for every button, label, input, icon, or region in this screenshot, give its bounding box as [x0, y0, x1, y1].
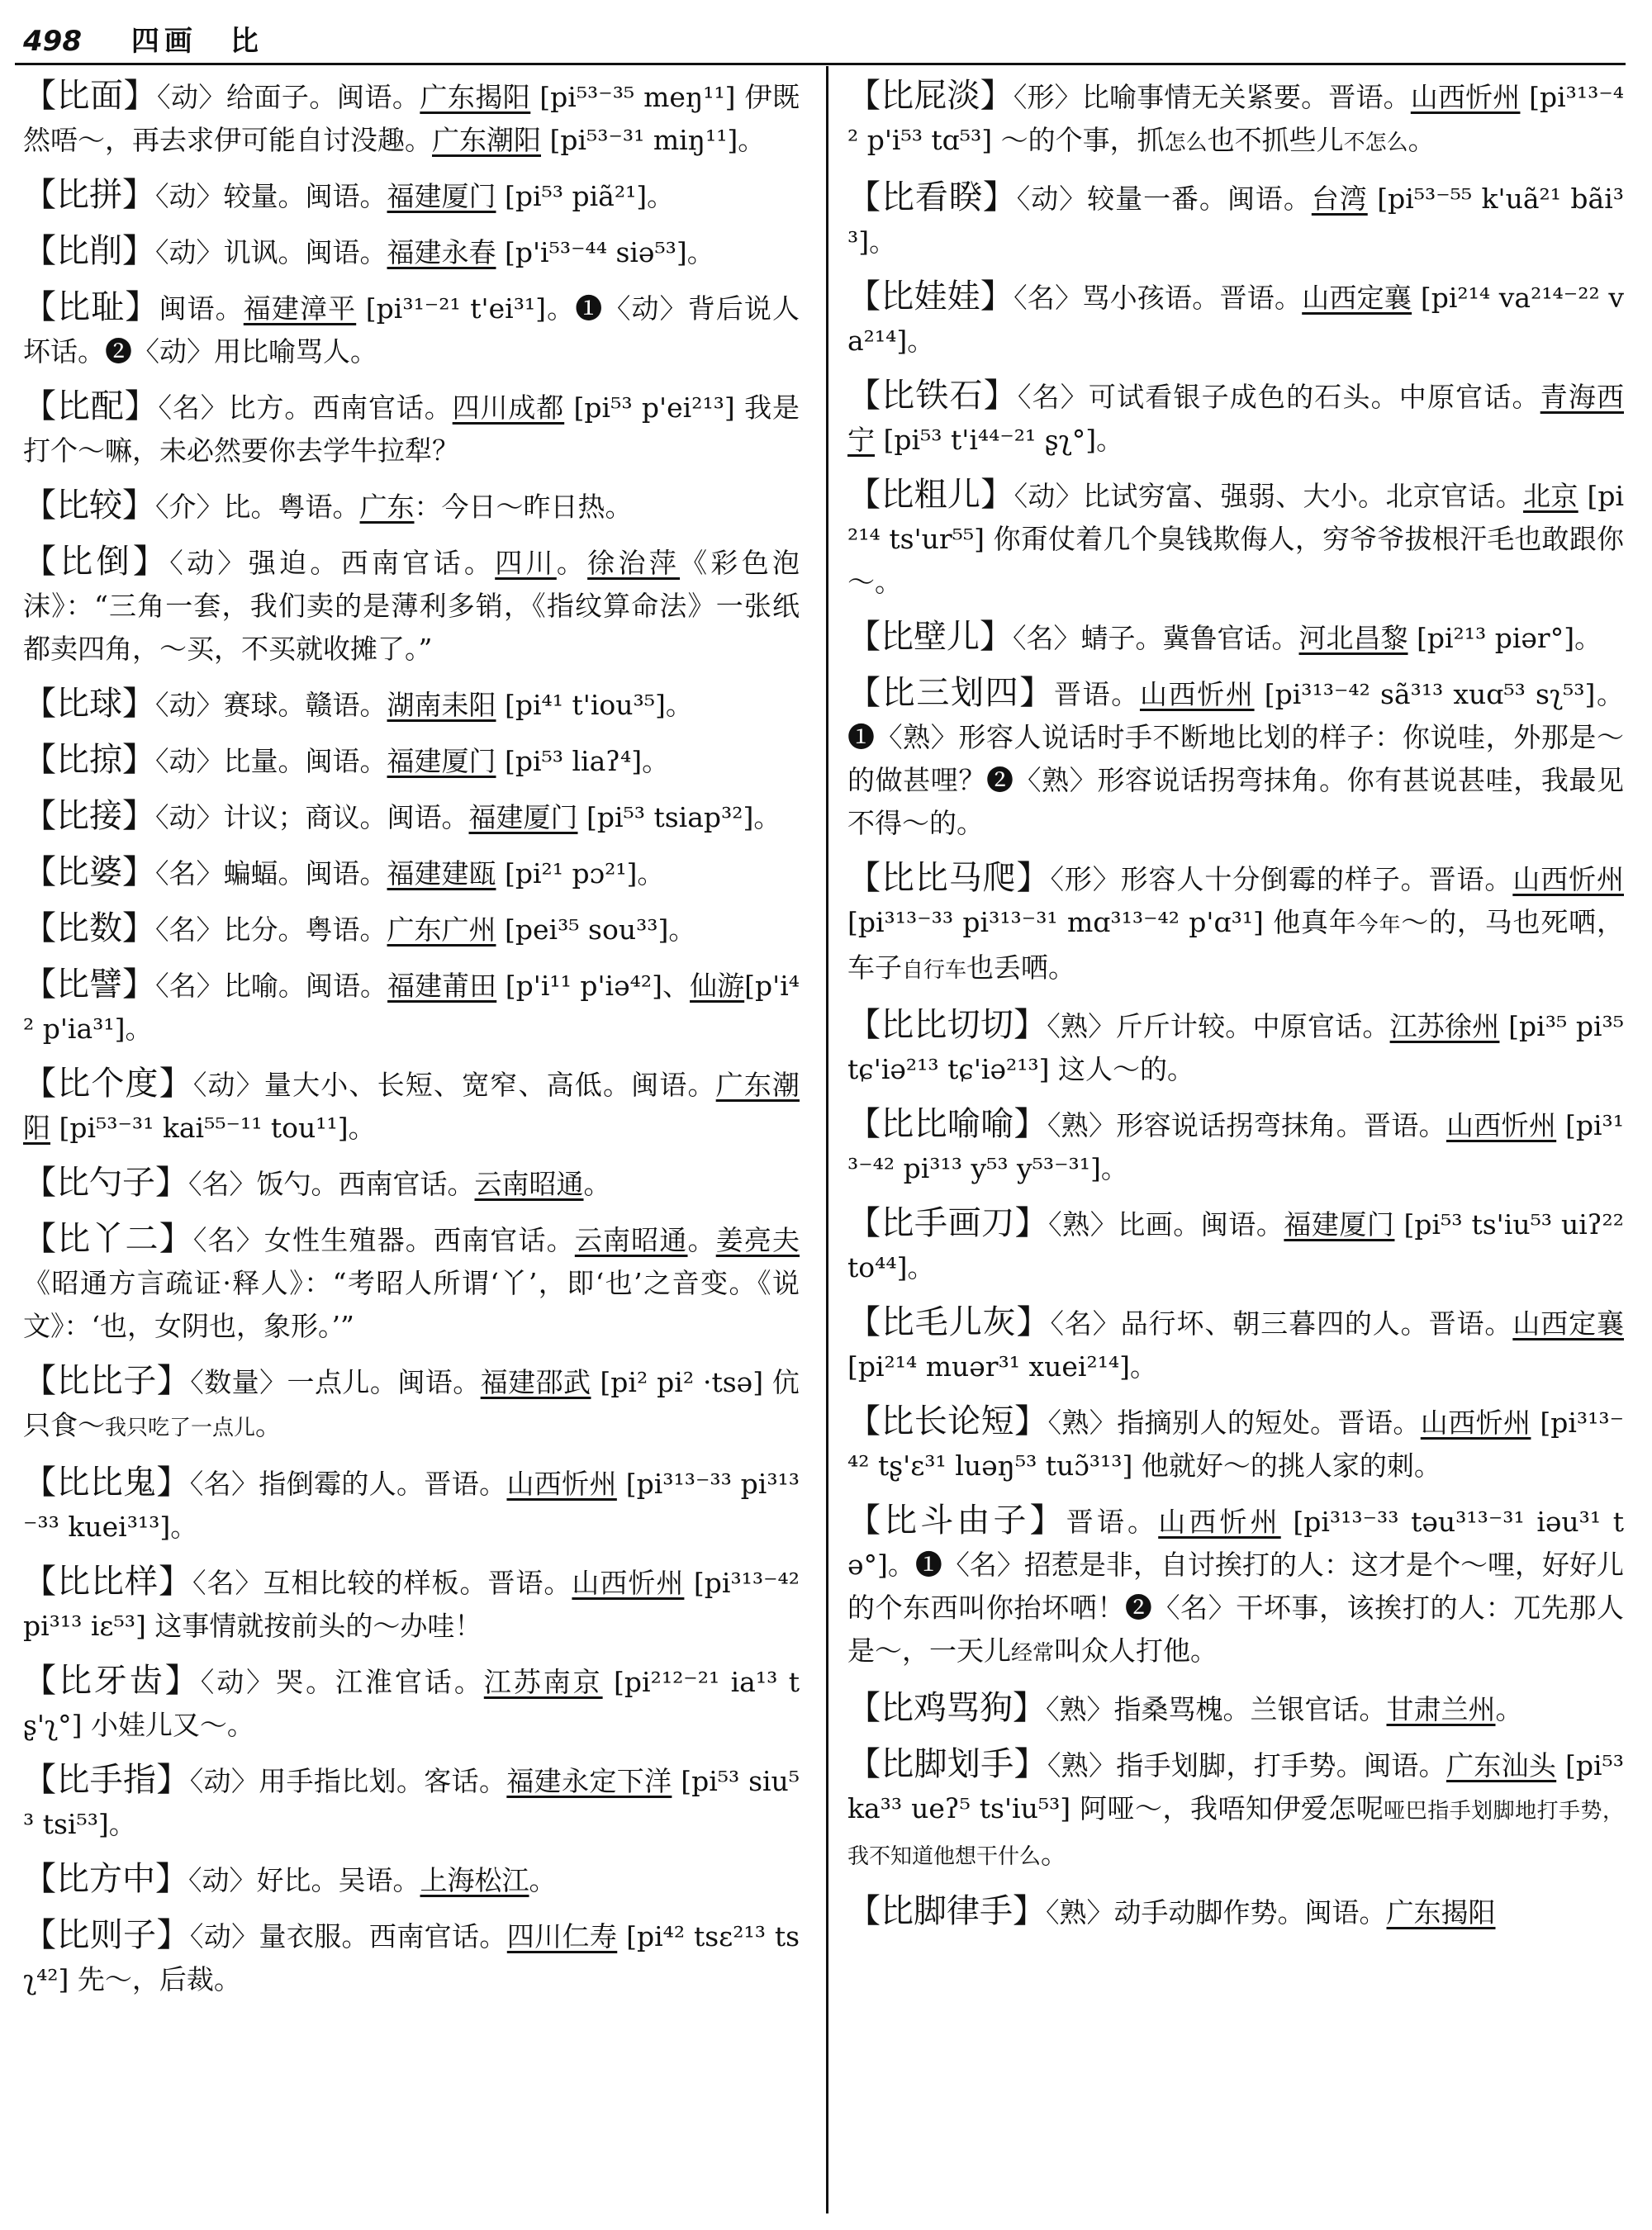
dictionary-entry [847, 374, 1624, 462]
entry-text: 〈动〉比试穷富、强弱、大小。北京官话。 [1014, 480, 1524, 512]
dictionary-entry [847, 671, 1624, 845]
entry-text: [pi² pi² ·tsə] 伉只食～ [23, 1366, 800, 1441]
entry-gloss: 我只吃了一点儿 [105, 1416, 256, 1440]
entry-headword: 【比娃娃】 [847, 278, 1014, 316]
dictionary-entry [847, 473, 1624, 604]
entry-text: [pi³¹³⁻³³ pi³¹³⁻³¹ mɑ³¹³⁻⁴² p'ɑ³¹] 他真年 [847, 906, 1357, 938]
entry-headword: 【比壁儿】 [847, 618, 1013, 656]
entry-place: 四川成都 [452, 391, 565, 424]
entry-headword: 【比较】 [23, 486, 155, 524]
entry-text: 〈名〉指倒霉的人。晋语。 [189, 1468, 507, 1500]
entry-headword: 【比毛儿灰】 [847, 1303, 1051, 1341]
dictionary-entry [23, 1858, 800, 1902]
entry-text: 〈动〉比量。闽语。 [155, 745, 387, 777]
entry-text: ：今日～昨日热。 [414, 491, 633, 523]
entry-text: [pi⁵³ siu⁵³ tsi⁵³]。 [23, 1765, 800, 1840]
entry-text: 也丢哂。 [966, 951, 1076, 984]
entry-text: 〈熟〉动手动脚作势。闽语。 [1046, 1896, 1387, 1929]
entry-text: [pi³¹³⁻³³ təu³¹³⁻³¹ iəu³¹ tə°]。❶〈名〉招惹是非，自讨挨打的人：这才是个～哩，好好儿的个东西叫你抬坏哂！❷〈名〉干坏事，该挨打的人：兀先那人是～，一天儿 [847, 1506, 1624, 1667]
entry-text: [pi²¹ pɔ²¹]。 [496, 857, 665, 890]
entry-gloss: 不怎么 [1343, 130, 1408, 155]
section-title: 四画 比 [131, 25, 263, 58]
entry-place: 台湾 [1311, 183, 1368, 215]
entry-place: 上海松江 [420, 1864, 529, 1896]
entry-headword: 【比方中】 [23, 1860, 188, 1898]
dictionary-entry [23, 851, 800, 895]
entry-headword: 【比长论短】 [847, 1402, 1048, 1440]
dictionary-entry [23, 484, 800, 529]
entry-text: 〈动〉量大小、长短、宽窄、高低。闽语。 [192, 1069, 716, 1101]
entry-headword: 【比手指】 [23, 1761, 190, 1799]
entry-text: 〈名〉骂小孩语。晋语。 [1014, 282, 1303, 314]
entry-place: 山西定襄 [1302, 282, 1412, 314]
entry-headword: 【比倒】 [23, 543, 170, 581]
entry-place: 江苏南京 [483, 1666, 603, 1698]
entry-place: 四川 [495, 547, 557, 579]
entry-headword: 【比面】 [23, 77, 157, 115]
entry-headword: 【比比鬼】 [23, 1464, 190, 1502]
entry-headword: 【比屁淡】 [847, 77, 1014, 115]
entry-place: 福建漳平 [243, 292, 357, 325]
entry-headword: 【比铁石】 [847, 377, 1018, 415]
dictionary-entry [23, 682, 800, 727]
entry-place: 山西忻州 [1139, 678, 1255, 710]
entry-text: [pei³⁵ sou³³]。 [496, 913, 696, 946]
dictionary-entry [23, 1758, 800, 1846]
dictionary-entry [23, 286, 800, 373]
entry-text: [pi⁵³ tsiap³²]。 [577, 801, 781, 833]
entry-text: [p'i¹¹ p'iə⁴²]、 [496, 970, 691, 1002]
entry-text: [pi²¹²⁻²¹ ia¹³ tʂ'ʅ°] 小娃儿又～。 [23, 1666, 800, 1741]
entry-headword: 【比则子】 [23, 1916, 190, 1954]
entry-text: 。 [583, 1168, 611, 1200]
entry-headword: 【比勺子】 [23, 1164, 188, 1202]
entry-text: [pi²¹⁴ va²¹⁴⁻²² va²¹⁴]。 [847, 282, 1624, 357]
dictionary-entry [847, 176, 1624, 263]
entry-place: 河北昌黎 [1298, 622, 1408, 654]
dictionary-entry [23, 385, 800, 472]
entry-text: [pi⁵³ ka³³ ueʔ⁵ ts'iu⁵³] 阿哑～，我唔知伊爱怎呢 [847, 1749, 1624, 1824]
entry-text: [pi⁵³⁻³¹ miŋ¹¹]。 [541, 124, 766, 156]
entry-headword: 【比牙齿】 [23, 1662, 201, 1700]
entry-headword: 【比掠】 [23, 741, 155, 779]
entry-text: 〈动〉好比。吴语。 [188, 1864, 420, 1896]
entry-text: 《昭通方言疏证·释人》：“考昭人所谓‘丫’，即‘也’之音变。《说文》：‘也，女阴也，象形。’” [23, 1267, 800, 1342]
entry-text: [pi³¹³⁻⁴² tʂ'ɛ³¹ luəŋ⁵³ tuɔ̃³¹³] 他就好～的挑人家的刺。 [847, 1407, 1624, 1482]
entry-text: 。 [1408, 124, 1436, 156]
entry-headword: 【比耻】 [23, 288, 159, 326]
entry-text: [pi³¹³⁻³³ pi³¹³⁻³³ kuei³¹³]。 [23, 1468, 800, 1543]
entry-text: 晋语。 [1066, 1506, 1159, 1538]
dictionary-entry [23, 230, 800, 274]
entry-text: 〈数量〉一点儿。闽语。 [190, 1366, 481, 1398]
entry-text: [pi⁵³⁻³⁵ meŋ¹¹] 伊既然唔～，再去求伊可能自讨没趣。 [23, 81, 800, 156]
entry-text: [pi³¹³⁻⁴² p'i⁵³ tɑ⁵³] ～的个事，抓 [847, 81, 1624, 156]
entry-text: 〈名〉品行坏、朝三暮四的人。晋语。 [1050, 1307, 1513, 1340]
entry-text: [pi⁵³⁻⁵⁵ k'uã²¹ bãi³³]。 [847, 183, 1624, 258]
entry-place: 江苏徐州 [1389, 1010, 1500, 1042]
entry-headword: 【比婆】 [23, 853, 155, 891]
entry-place: 湖南耒阳 [387, 689, 496, 721]
dictionary-entry [23, 1461, 800, 1549]
dictionary-entry [23, 738, 800, 783]
entry-text: 〈动〉量衣服。西南官话。 [189, 1920, 507, 1952]
entry-place: 姜亮夫 [715, 1224, 800, 1256]
entry-place: 山西忻州 [1512, 863, 1624, 895]
entry-gloss: 哑巴指手划脚地打手势，我不知道他想干什么 [847, 1799, 1624, 1869]
entry-text: 〈熟〉比画。闽语。 [1048, 1208, 1284, 1241]
left-column [23, 74, 800, 2218]
entry-place: 广东揭阳 [420, 81, 531, 113]
entry-text: [pi³¹⁻²¹ t'ei³¹]。❶〈动〉背后说人坏话。❷〈动〉用比喻骂人。 [23, 292, 800, 368]
entry-gloss: 经常 [1011, 1641, 1055, 1666]
column-divider [826, 66, 828, 2213]
dictionary-entry [23, 1659, 800, 1747]
entry-text: [pi²¹⁴ muər³¹ xuei²¹⁴]。 [847, 1350, 1158, 1383]
entry-headword: 【比比喻喻】 [847, 1105, 1047, 1143]
dictionary-entry [847, 1103, 1624, 1190]
entry-place: 福建厦门 [468, 801, 578, 833]
entry-text: 晋语。 [1053, 678, 1140, 710]
dictionary-entry [847, 856, 1624, 992]
entry-text: 〈熟〉斤斤计较。中原官话。 [1047, 1010, 1390, 1042]
entry-place: 山西忻州 [572, 1567, 685, 1599]
entry-headword: 【比接】 [23, 797, 155, 835]
entry-headword: 【比数】 [23, 909, 155, 947]
dictionary-entry [23, 540, 800, 671]
dictionary-entry [23, 1914, 800, 2001]
dictionary-entry [847, 1499, 1624, 1675]
dictionary-entry [847, 74, 1624, 164]
entry-text: 也不抓些儿 [1207, 124, 1344, 156]
entry-headword: 【比比马爬】 [847, 859, 1051, 897]
dictionary-entry [23, 1359, 800, 1450]
entry-place: 福建永定下洋 [506, 1765, 672, 1797]
entry-place: 仙游 [690, 970, 745, 1002]
entry-place: 广东 [359, 491, 415, 523]
entry-text: 〈熟〉形容说话拐弯抹角。晋语。 [1047, 1109, 1446, 1141]
entry-text: [pi²¹³ piər°]。 [1408, 622, 1602, 654]
entry-text: 〈名〉饭勺。西南官话。 [188, 1168, 475, 1200]
entry-headword: 【比球】 [23, 685, 155, 723]
entry-text: 〈名〉蝙蝠。闽语。 [155, 857, 387, 890]
entry-text: 〈熟〉指摘别人的短处。晋语。 [1047, 1407, 1421, 1439]
entry-place: 福建厦门 [387, 180, 496, 212]
entry-text: [pi³⁵ pi³⁵ tɕ'iə²¹³ tɕ'iə²¹³] 这人～的。 [847, 1010, 1624, 1085]
entry-headword: 【比比切切】 [847, 1006, 1047, 1044]
entry-headword: 【比个度】 [23, 1065, 193, 1103]
entry-place: 福建永春 [387, 236, 496, 268]
entry-headword: 【比配】 [23, 387, 159, 425]
entry-text: 〈动〉给面子。闽语。 [156, 81, 420, 113]
entry-text: 〈动〉强迫。西南官话。 [169, 547, 496, 579]
entry-headword: 【比拼】 [23, 176, 155, 214]
dictionary-entry [847, 1004, 1624, 1091]
entry-text: 〈形〉形容人十分倒霉的样子。晋语。 [1050, 863, 1513, 895]
entry-place: 福建厦门 [387, 745, 496, 777]
entry-text: 〈动〉较量。闽语。 [155, 180, 387, 212]
dictionary-entry [847, 1202, 1624, 1289]
entry-text: 〈动〉用手指比划。客话。 [189, 1765, 507, 1797]
entry-place: 山西忻州 [1410, 81, 1521, 113]
entry-text: [pi⁴² tsɛ²¹³ tsʅ⁴²] 先～，后裁。 [23, 1920, 800, 1995]
entry-place: 徐治萍 [587, 547, 681, 579]
entry-text: 。 [687, 1224, 716, 1256]
dictionary-entry [23, 907, 800, 951]
entry-text: 〈名〉女性生殖器。西南官话。 [192, 1224, 575, 1256]
entry-text: 〈名〉比方。西南官话。 [158, 391, 453, 424]
dictionary-entry [847, 1890, 1624, 1934]
entry-place: 北京 [1523, 480, 1578, 512]
entry-gloss: 怎么 [1164, 130, 1208, 155]
entry-text: 〈名〉蜻子。冀鲁官话。 [1013, 622, 1299, 654]
entry-place: 广东汕头 [1446, 1749, 1557, 1782]
entry-headword: 【比看睽】 [847, 178, 1017, 216]
entry-gloss: 今年 [1356, 913, 1402, 937]
entry-text: [pi²¹⁴ ts'ur⁵⁵] 你甭仗着几个臭钱欺侮人，穷爷爷拔根汗毛也敢跟你～。 [847, 480, 1624, 598]
entry-text: 〈熟〉指桑骂槐。兰银官话。 [1046, 1693, 1387, 1725]
entry-headword: 【比譬】 [23, 966, 156, 1004]
dictionary-entry [23, 963, 800, 1051]
entry-text: 〈名〉比分。粤语。 [155, 913, 387, 946]
entry-place: 山西忻州 [1446, 1109, 1557, 1141]
dictionary-entry [847, 275, 1624, 363]
entry-text: [pi⁵³ t'i⁴⁴⁻²¹ ʂʅ°]。 [875, 424, 1124, 456]
entry-text: 〈动〉赛球。赣语。 [155, 689, 387, 721]
entry-place: 山西忻州 [506, 1468, 617, 1500]
entry-text: [p'i⁴² p'ia³¹]。 [23, 970, 800, 1045]
entry-text: [pi⁵³ liaʔ⁴]。 [496, 745, 670, 777]
entry-text: [pi⁵³ piã²¹]。 [496, 180, 675, 212]
entry-gloss: 自行车 [902, 958, 967, 983]
entry-place: 福建莆田 [387, 970, 497, 1002]
header-rule [15, 63, 1626, 65]
entry-headword: 【比脚划手】 [847, 1745, 1047, 1783]
entry-text: 〈动〉较量一番。闽语。 [1016, 183, 1312, 215]
dictionary-entry [23, 795, 800, 839]
entry-headword: 【比丫二】 [23, 1220, 193, 1258]
entry-headword: 【比斗由子】 [847, 1502, 1066, 1540]
entry-place: 山西定襄 [1512, 1307, 1624, 1340]
entry-text: 〈动〉哭。江淮官话。 [200, 1666, 484, 1698]
dictionary-entry [23, 74, 800, 162]
entry-text: [pi³¹³⁻⁴² sã³¹³ xuɑ⁵³ sʅ⁵³]。❶〈熟〉形容人说话时手不断地比划的样子：你说哇，外那是～的做甚哩？❷〈熟〉形容说话拐弯抹角。你有甚说甚哇，我最见不得～的。 [847, 678, 1624, 839]
entry-text: 〈形〉比喻事情无关紧要。晋语。 [1013, 81, 1411, 113]
entry-place: 山西忻州 [1420, 1407, 1531, 1439]
entry-text: 〈名〉互相比较的样板。晋语。 [192, 1567, 572, 1599]
entry-text: 〈名〉比喻。闽语。 [155, 970, 388, 1002]
entry-text: ～的，马也死哂，车子 [847, 906, 1624, 984]
entry-text: 〈介〉比。粤语。 [155, 491, 360, 523]
entry-place: 广东揭阳 [1386, 1896, 1496, 1929]
entry-headword: 【比手画刀】 [847, 1204, 1049, 1242]
page-header [23, 23, 1617, 59]
page-number: 498 [23, 25, 82, 58]
entry-headword: 【比粗儿】 [847, 476, 1014, 514]
entry-text: 〈熟〉指手划脚，打手势。闽语。 [1047, 1749, 1446, 1782]
entry-text: [pi⁵³ ts'iu⁵³ uiʔ²² to⁴⁴]。 [847, 1208, 1624, 1283]
dictionary-entry [847, 1743, 1624, 1878]
entry-headword: 【比鸡骂狗】 [847, 1689, 1046, 1727]
entry-text: [pi⁴¹ t'iou³⁵]。 [496, 689, 693, 721]
entry-text: 〈动〉计议；商议。闽语。 [155, 801, 469, 833]
entry-place: 云南昭通 [474, 1168, 584, 1200]
entry-text: 〈动〉讥讽。闽语。 [155, 236, 387, 268]
dictionary-entry [847, 1400, 1624, 1487]
entry-headword: 【比比子】 [23, 1362, 191, 1400]
entry-place: 广东潮阳 [23, 1069, 800, 1144]
entry-place: 福建邵武 [480, 1366, 591, 1398]
entry-place: 青海西宁 [847, 381, 1624, 456]
entry-text: 。 [255, 1409, 283, 1441]
entry-place: 福建厦门 [1284, 1208, 1395, 1241]
entry-place: 广东潮阳 [432, 124, 541, 156]
entry-headword: 【比三划四】 [847, 674, 1054, 712]
dictionary-entry [23, 1560, 800, 1648]
entry-text: [pi³¹³⁻⁴² pi³¹³ iɛ⁵³] 这事情就按前头的～办哇！ [23, 1567, 800, 1642]
dictionary-entry [23, 1217, 800, 1348]
entry-headword: 【比脚律手】 [847, 1892, 1046, 1930]
entry-text: 闽语。 [159, 292, 244, 325]
entry-text: [pi³¹³⁻⁴² pi³¹³ y⁵³ y⁵³⁻³¹]。 [847, 1109, 1624, 1184]
dictionary-entry [847, 615, 1624, 660]
dictionary-entry [23, 173, 800, 218]
entry-text: 。 [1041, 1838, 1069, 1870]
entry-place: 甘肃兰州 [1386, 1693, 1496, 1725]
dictionary-entry [847, 1301, 1624, 1388]
entry-text: 。 [529, 1864, 557, 1896]
dictionary-entry [23, 1062, 800, 1150]
dictionary-entry [23, 1161, 800, 1206]
entry-text: 。 [1495, 1693, 1523, 1725]
entry-place: 福建建瓯 [387, 857, 496, 890]
entry-place: 广东广州 [387, 913, 496, 946]
entry-place: 云南昭通 [574, 1224, 688, 1256]
entry-text: 叫众人打他。 [1054, 1635, 1218, 1667]
entry-text: 《彩色泡沫》：“三角一套，我们卖的是薄利多销，《指纹算命法》一张纸都卖四角，～买，不买就收摊了。” [23, 547, 800, 665]
entry-text: [pi⁵³⁻³¹ kai⁵⁵⁻¹¹ tou¹¹]。 [50, 1112, 376, 1144]
entry-headword: 【比比样】 [23, 1563, 192, 1601]
entry-place: 四川仁寿 [506, 1920, 618, 1952]
entry-text: [pi⁵³ p'ei²¹³] 我是打个～嘛，未必然要你去学牛拉犁？ [23, 391, 800, 467]
entry-text: 〈名〉可试看银子成色的石头。中原官话。 [1017, 381, 1540, 413]
entry-text: 。 [556, 547, 588, 579]
entry-place: 山西忻州 [1158, 1506, 1281, 1538]
entry-headword: 【比削】 [23, 232, 155, 270]
right-column [847, 74, 1624, 2218]
dictionary-entry [847, 1687, 1624, 1731]
entry-text: [p'i⁵³⁻⁴⁴ siə⁵³]。 [496, 236, 714, 268]
